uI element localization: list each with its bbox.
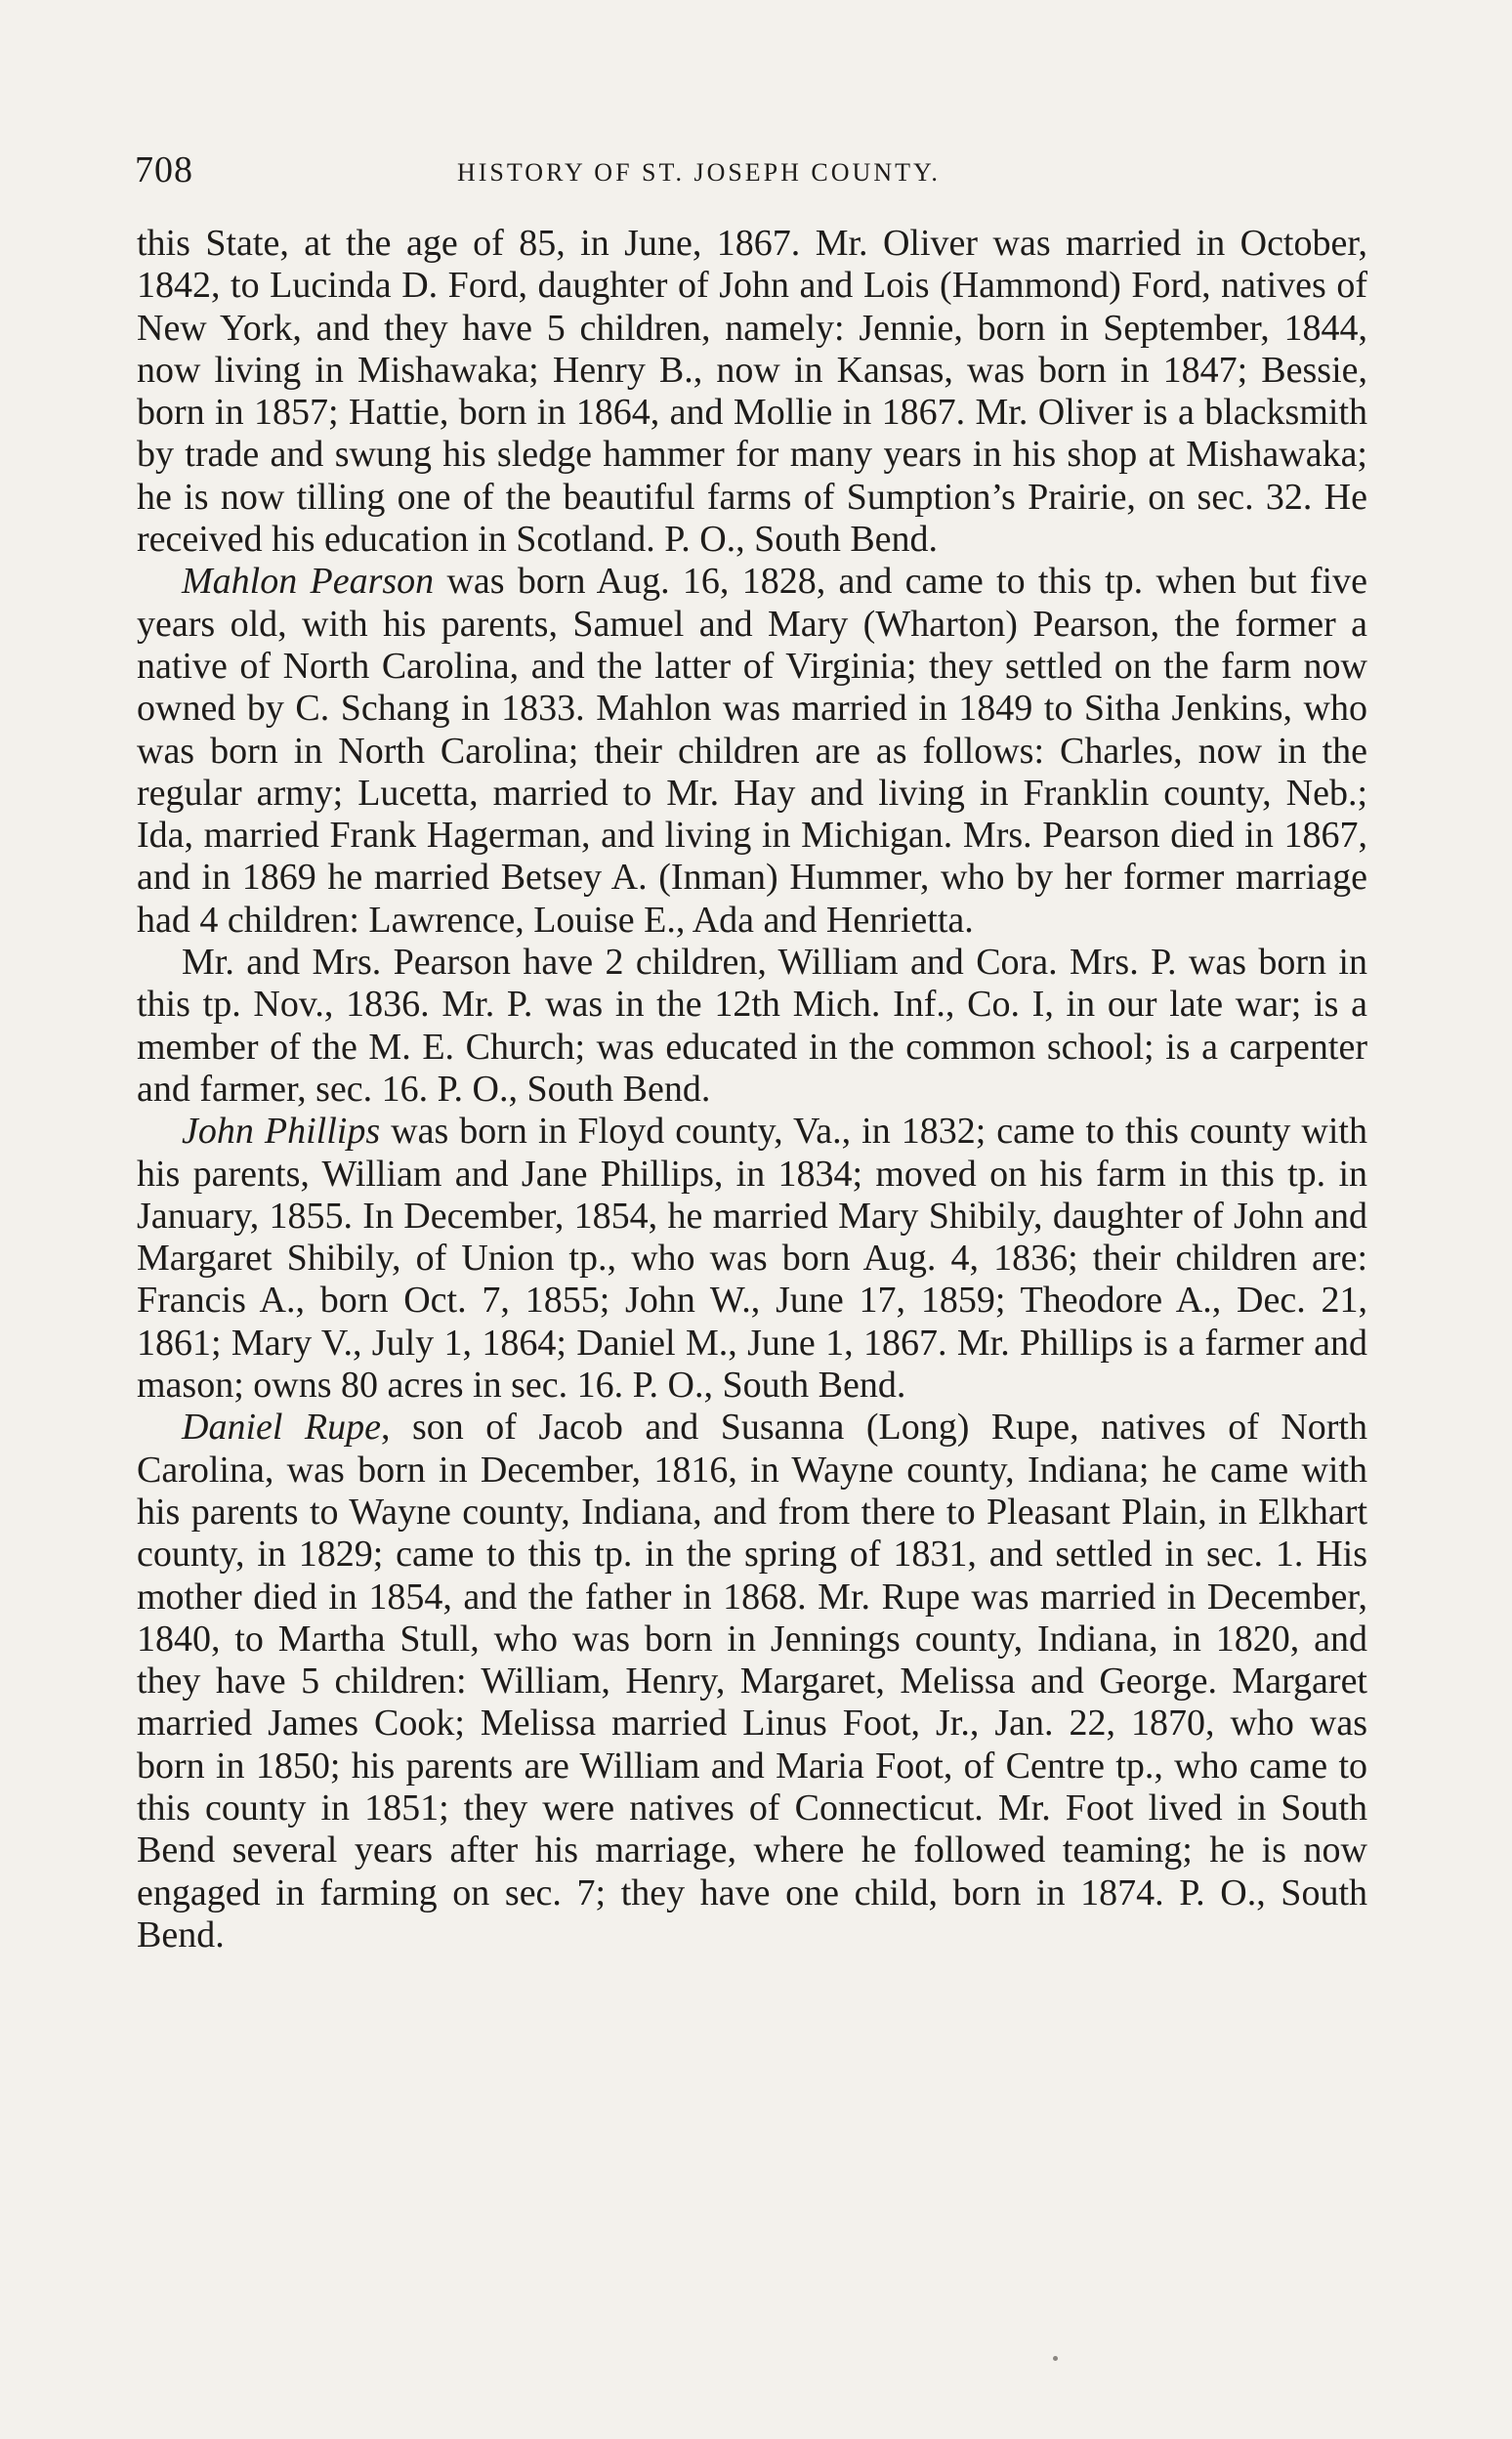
person-name: Mahlon Pearson (182, 561, 435, 603)
paragraph-phillips (137, 1111, 1367, 1407)
paragraph-rupe (137, 1407, 1367, 1956)
paragraph-text: , son of Jacob and Susanna (Long) Rupe, natives of North Carolina, was born in December, 1816, in Wayne county, Indiana; he came with his parents to Wayne county, Indiana, and from there to Pleasant Plain, in Elkhart county, in 1829; came to this tp. in the spring of 1831, and settled in sec. 1. His mother died in 1854, and the father in 1868. Mr. Rupe was married in December, 1840, to Martha Stull, who was born in Jennings county, Indiana, in 1820, and they have 5 children: William, Henry, Margaret, Melissa and George. Margaret married James Cook; Melissa married Linus Foot, Jr., Jan. 22, 1870, who was born in 1850; his parents are William and Maria Foot, of Centre tp., who came to this county in 1851; they were natives of Connecticut. Mr. Foot lived in South Bend several years after his marriage, where he followed teaming; he is now engaged in farming on sec. 7; they have one child, born in 1874. P. O., South Bend. (137, 1407, 1367, 1955)
paragraph-pearson-family (137, 942, 1367, 1111)
paragraph-text: Mr. and Mrs. Pearson have 2 children, William and Cora. Mrs. P. was born in this tp. Nov., 1836. Mr. P. was in the 12th Mich. Inf., Co. I, in our late war; is a member of the M. E. Church; was educated in the common school; is a carpenter and farmer, sec. 16. P. O., South Bend. (137, 942, 1367, 1110)
paragraph-oliver (137, 223, 1367, 561)
paragraph-text: was born Aug. 16, 1828, and came to this tp. when but five years old, with his parents, Samuel and Mary (Wharton) Pearson, the former a native of North Carolina, and the latter of Virginia; they settled on the farm now owned by C. Schang in 1833. Mahlon was married in 1849 to Sitha Jenkins, who was born in North Carolina; their children are as follows: Charles, now in the regular army; Lucetta, married to Mr. Hay and living in Franklin county, Neb.; Ida, married Frank Hagerman, and living in Michigan. Mrs. Pearson died in 1867, and in 1869 he married Betsey A. (Inman) Hummer, who by her former marriage had 4 children: Lawrence, Louise E., Ada and Henrietta. (137, 561, 1367, 941)
paragraph-pearson (137, 561, 1367, 942)
paragraph-text: was born in Floyd county, Va., in 1832; came to this county with his parents, William and Jane Phillips, in 1834; moved on his farm in this tp. in January, 1855. In December, 1854, he married Mary Shibily, daughter of John and Margaret Shibily, of Union tp., who was born Aug. 4, 1836; their children are: Francis A., born Oct. 7, 1855; John W., June 17, 1859; Theodore A., Dec. 21, 1861; Mary V., July 1, 1864; Daniel M., June 1, 1867. Mr. Phillips is a farmer and mason; owns 80 acres in sec. 16. P. O., South Bend. (137, 1111, 1367, 1407)
person-name: John Phillips (182, 1111, 381, 1153)
body-text (137, 223, 1367, 1956)
paragraph-text: this State, at the age of 85, in June, 1867. Mr. Oliver was married in October, 1842, to Lucinda D. Ford, daughter of John and Lois (Hammond) Ford, natives of New York, and they have 5 children, namely: Jennie, born in September, 1844, now living in Mishawaka; Henry B., now in Kansas, was born in 1847; Bessie, born in 1857; Hattie, born in 1864, and Mollie in 1867. Mr. Oliver is a blacksmith by trade and swung his sledge hammer for many years in his shop at Mishawaka; he is now tilling one of the beautiful farms of Sumption’s Prairie, on sec. 32. He received his education in Scotland. P. O., South Bend. (137, 223, 1367, 561)
ink-speck (1053, 2356, 1058, 2361)
running-head: HISTORY OF ST. JOSEPH COUNTY. (457, 158, 941, 187)
page-header (135, 148, 1367, 195)
page-number: 708 (135, 149, 193, 190)
person-name: Daniel Rupe (182, 1407, 381, 1449)
